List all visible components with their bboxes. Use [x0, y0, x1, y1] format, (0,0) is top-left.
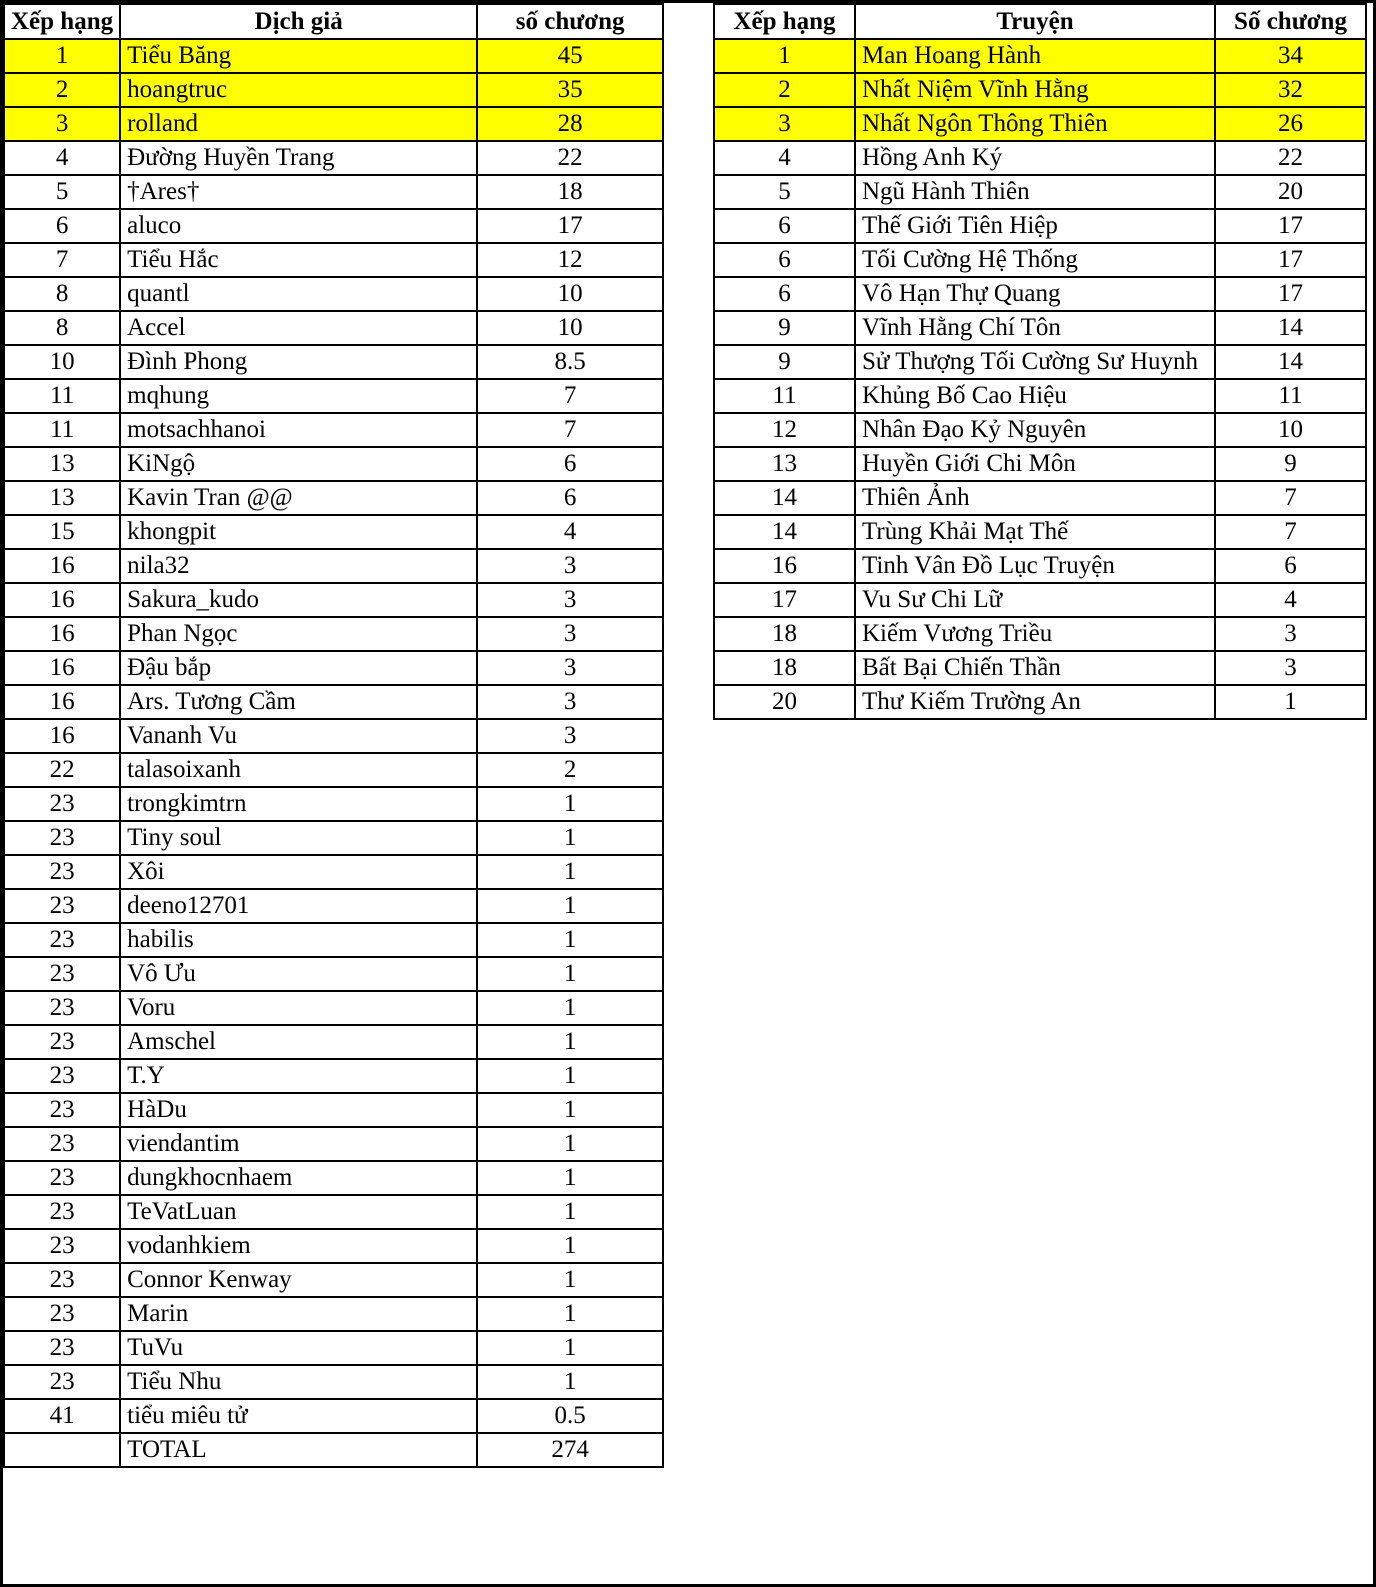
name-cell: Nhất Ngôn Thông Thiên: [855, 107, 1215, 141]
chapters-cell: 1: [477, 1059, 663, 1093]
name-cell: tiểu miêu tử: [120, 1399, 477, 1433]
rank-cell: 15: [4, 515, 120, 549]
name-cell: quantl: [120, 277, 477, 311]
name-cell: Phan Ngọc: [120, 617, 477, 651]
rank-cell: 16: [4, 651, 120, 685]
chapters-cell: 7: [1215, 481, 1366, 515]
rank-cell: 3: [714, 107, 855, 141]
rank-cell: 23: [4, 1263, 120, 1297]
name-cell: hoangtruc: [120, 73, 477, 107]
name-cell: khongpit: [120, 515, 477, 549]
chapters-cell: 22: [477, 141, 663, 175]
table-row: [714, 617, 1366, 651]
chapters-cell: 1: [477, 1025, 663, 1059]
chapters-cell: 1: [1215, 685, 1366, 719]
story-ranking-table: [713, 3, 1367, 720]
name-cell: Vananh Vu: [120, 719, 477, 753]
chapters-cell: 12: [477, 243, 663, 277]
header-story: Truyện: [855, 4, 1215, 39]
name-cell: Thế Giới Tiên Hiệp: [855, 209, 1215, 243]
rank-cell: 9: [714, 345, 855, 379]
table-row: [4, 107, 663, 141]
chapters-cell: 1: [477, 889, 663, 923]
name-cell: Tiểu Băng: [120, 39, 477, 73]
rank-cell: 16: [4, 583, 120, 617]
name-cell: Khủng Bố Cao Hiệu: [855, 379, 1215, 413]
name-cell: TuVu: [120, 1331, 477, 1365]
rank-cell: 14: [714, 481, 855, 515]
table-row: [4, 1331, 663, 1365]
table-row: [714, 209, 1366, 243]
table-row: [4, 651, 663, 685]
table-row: [714, 549, 1366, 583]
rank-cell: 6: [714, 243, 855, 277]
rank-cell: 13: [714, 447, 855, 481]
table-row: [4, 1263, 663, 1297]
name-cell: TeVatLuan: [120, 1195, 477, 1229]
rank-cell: 18: [714, 651, 855, 685]
table-row: [714, 413, 1366, 447]
chapters-cell: 3: [477, 583, 663, 617]
chapters-cell: 3: [1215, 651, 1366, 685]
name-cell: Vô Ưu: [120, 957, 477, 991]
table-row: [4, 413, 663, 447]
rank-cell: 12: [714, 413, 855, 447]
header-rank: Xếp hạng: [714, 4, 855, 39]
name-cell: dungkhocnhaem: [120, 1161, 477, 1195]
table-row: [4, 277, 663, 311]
header-rank: Xếp hạng: [4, 4, 120, 39]
rank-cell: 23: [4, 1331, 120, 1365]
table-row: [4, 1229, 663, 1263]
table-row: [714, 107, 1366, 141]
rank-cell: [4, 1433, 120, 1467]
chapters-cell: 274: [477, 1433, 663, 1467]
table-row: [4, 549, 663, 583]
table-row: [4, 1365, 663, 1399]
rank-cell: 16: [4, 685, 120, 719]
rank-cell: 41: [4, 1399, 120, 1433]
chapters-cell: 1: [477, 821, 663, 855]
table-row: [714, 447, 1366, 481]
table-row: [4, 1161, 663, 1195]
rank-cell: 2: [4, 73, 120, 107]
name-cell: Thiên Ảnh: [855, 481, 1215, 515]
rank-cell: 5: [4, 175, 120, 209]
rank-cell: 4: [4, 141, 120, 175]
table-row: [4, 379, 663, 413]
chapters-cell: 1: [477, 1161, 663, 1195]
rank-cell: 23: [4, 957, 120, 991]
chapters-cell: 1: [477, 1127, 663, 1161]
chapters-cell: 18: [477, 175, 663, 209]
name-cell: vodanhkiem: [120, 1229, 477, 1263]
rank-cell: 18: [714, 617, 855, 651]
chapters-cell: 20: [1215, 175, 1366, 209]
chapters-cell: 1: [477, 1093, 663, 1127]
rank-cell: 6: [4, 209, 120, 243]
header-chapters: Số chương: [1215, 4, 1366, 39]
table-row: [714, 481, 1366, 515]
name-cell: Sử Thượng Tối Cường Sư Huynh: [855, 345, 1215, 379]
rank-cell: 13: [4, 481, 120, 515]
rank-cell: 1: [714, 39, 855, 73]
rank-cell: 23: [4, 1161, 120, 1195]
chapters-cell: 1: [477, 1229, 663, 1263]
chapters-cell: 1: [477, 957, 663, 991]
chapters-cell: 1: [477, 1195, 663, 1229]
table-row: [714, 175, 1366, 209]
rank-cell: 5: [714, 175, 855, 209]
table-row: [714, 345, 1366, 379]
chapters-cell: 7: [1215, 515, 1366, 549]
rank-cell: 16: [4, 719, 120, 753]
name-cell: Đình Phong: [120, 345, 477, 379]
rank-cell: 3: [4, 107, 120, 141]
chapters-cell: 1: [477, 1331, 663, 1365]
table-row: [714, 515, 1366, 549]
name-cell: Tinh Vân Đồ Lục Truyện: [855, 549, 1215, 583]
chapters-cell: 10: [477, 311, 663, 345]
table-row: [714, 685, 1366, 719]
rank-cell: 23: [4, 889, 120, 923]
table-row: [4, 73, 663, 107]
table-row: [4, 1433, 663, 1467]
chapters-cell: 0.5: [477, 1399, 663, 1433]
chapters-cell: 1: [477, 991, 663, 1025]
chapters-cell: 3: [477, 685, 663, 719]
name-cell: Amschel: [120, 1025, 477, 1059]
name-cell: Voru: [120, 991, 477, 1025]
table-row: [4, 1059, 663, 1093]
rank-cell: 23: [4, 1025, 120, 1059]
rank-cell: 14: [714, 515, 855, 549]
table-row: [714, 651, 1366, 685]
chapters-cell: 6: [477, 481, 663, 515]
table-row: [714, 583, 1366, 617]
header-translator: Dịch giả: [120, 4, 477, 39]
rank-cell: 23: [4, 1297, 120, 1331]
name-cell: talasoixanh: [120, 753, 477, 787]
name-cell: Connor Kenway: [120, 1263, 477, 1297]
table-row: [4, 1025, 663, 1059]
chapters-cell: 35: [477, 73, 663, 107]
chapters-cell: 17: [1215, 209, 1366, 243]
rank-cell: 9: [714, 311, 855, 345]
table-row: [4, 1399, 663, 1433]
chapters-cell: 17: [477, 209, 663, 243]
rank-cell: 23: [4, 821, 120, 855]
rank-cell: 11: [4, 379, 120, 413]
chapters-cell: 8.5: [477, 345, 663, 379]
name-cell: motsachhanoi: [120, 413, 477, 447]
name-cell: Vu Sư Chi Lữ: [855, 583, 1215, 617]
rank-cell: 23: [4, 1093, 120, 1127]
chapters-cell: 22: [1215, 141, 1366, 175]
name-cell: Xôi: [120, 855, 477, 889]
chapters-cell: 1: [477, 787, 663, 821]
rank-cell: 16: [714, 549, 855, 583]
chapters-cell: 3: [477, 617, 663, 651]
name-cell: deeno12701: [120, 889, 477, 923]
table-row: [4, 821, 663, 855]
chapters-cell: 2: [477, 753, 663, 787]
name-cell: rolland: [120, 107, 477, 141]
table-row: [4, 175, 663, 209]
chapters-cell: 3: [1215, 617, 1366, 651]
chapters-cell: 6: [477, 447, 663, 481]
rank-cell: 10: [4, 345, 120, 379]
header-chapters: số chương: [477, 4, 663, 39]
name-cell: Hồng Anh Ký: [855, 141, 1215, 175]
table-row: [4, 855, 663, 889]
chapters-cell: 7: [477, 413, 663, 447]
chapters-cell: 9: [1215, 447, 1366, 481]
table-row: [4, 583, 663, 617]
rank-cell: 23: [4, 1365, 120, 1399]
table-row: [4, 481, 663, 515]
name-cell: Nhất Niệm Vĩnh Hằng: [855, 73, 1215, 107]
chapters-cell: 7: [477, 379, 663, 413]
rank-cell: 23: [4, 1229, 120, 1263]
name-cell: Tiểu Hắc: [120, 243, 477, 277]
table-row: [4, 209, 663, 243]
rank-cell: 8: [4, 311, 120, 345]
table-row: [4, 39, 663, 73]
name-cell: Ars. Tương Cầm: [120, 685, 477, 719]
name-cell: Thư Kiếm Trường An: [855, 685, 1215, 719]
chapters-cell: 1: [477, 923, 663, 957]
rank-cell: 6: [714, 209, 855, 243]
header-row: [4, 4, 663, 39]
table-row: [4, 1297, 663, 1331]
table-row: [714, 379, 1366, 413]
rank-cell: 16: [4, 617, 120, 651]
table-row: [4, 719, 663, 753]
table-row: [4, 243, 663, 277]
rank-cell: 23: [4, 991, 120, 1025]
name-cell: Kiếm Vương Triều: [855, 617, 1215, 651]
rank-cell: 20: [714, 685, 855, 719]
name-cell: Man Hoang Hành: [855, 39, 1215, 73]
chapters-cell: 3: [477, 719, 663, 753]
chapters-cell: 3: [477, 549, 663, 583]
chapters-cell: 3: [477, 651, 663, 685]
rank-cell: 17: [714, 583, 855, 617]
name-cell: Tối Cường Hệ Thống: [855, 243, 1215, 277]
rank-cell: 16: [4, 549, 120, 583]
table-row: [4, 685, 663, 719]
chapters-cell: 10: [1215, 413, 1366, 447]
rank-cell: 23: [4, 1195, 120, 1229]
name-cell: Marin: [120, 1297, 477, 1331]
chapters-cell: 14: [1215, 311, 1366, 345]
chapters-cell: 17: [1215, 277, 1366, 311]
chapters-cell: 1: [477, 1297, 663, 1331]
chapters-cell: 6: [1215, 549, 1366, 583]
chapters-cell: 4: [1215, 583, 1366, 617]
table-row: [4, 923, 663, 957]
chapters-cell: 1: [477, 1263, 663, 1297]
name-cell: viendantim: [120, 1127, 477, 1161]
name-cell: Huyền Giới Chi Môn: [855, 447, 1215, 481]
name-cell: Đường Huyền Trang: [120, 141, 477, 175]
chapters-cell: 4: [477, 515, 663, 549]
table-row: [4, 515, 663, 549]
header-row: [714, 4, 1366, 39]
rank-cell: 13: [4, 447, 120, 481]
name-cell: Trùng Khải Mạt Thế: [855, 515, 1215, 549]
table-row: [4, 1195, 663, 1229]
name-cell: Bất Bại Chiến Thần: [855, 651, 1215, 685]
table-row: [714, 141, 1366, 175]
rank-cell: 23: [4, 923, 120, 957]
table-row: [4, 311, 663, 345]
chapters-cell: 17: [1215, 243, 1366, 277]
rank-cell: 22: [4, 753, 120, 787]
table-row: [4, 1093, 663, 1127]
table-row: [714, 277, 1366, 311]
rank-cell: 23: [4, 1059, 120, 1093]
rank-cell: 23: [4, 1127, 120, 1161]
rank-cell: 8: [4, 277, 120, 311]
name-cell: Tiểu Nhu: [120, 1365, 477, 1399]
name-cell: Nhân Đạo Kỷ Nguyên: [855, 413, 1215, 447]
table-row: [4, 991, 663, 1025]
table-row: [4, 141, 663, 175]
chapters-cell: 28: [477, 107, 663, 141]
table-row: [4, 957, 663, 991]
translator-ranking-table: [3, 3, 664, 1468]
name-cell: habilis: [120, 923, 477, 957]
rank-cell: 11: [714, 379, 855, 413]
rank-cell: 2: [714, 73, 855, 107]
rank-cell: 1: [4, 39, 120, 73]
rank-cell: 23: [4, 787, 120, 821]
table-row: [4, 617, 663, 651]
chapters-cell: 26: [1215, 107, 1366, 141]
chapters-cell: 14: [1215, 345, 1366, 379]
table-row: [714, 73, 1366, 107]
name-cell: †Ares†: [120, 175, 477, 209]
name-cell: Kavin Tran @@: [120, 481, 477, 515]
table-row: [714, 311, 1366, 345]
rank-cell: 11: [4, 413, 120, 447]
name-cell: mqhung: [120, 379, 477, 413]
name-cell: Ngũ Hành Thiên: [855, 175, 1215, 209]
table-row: [714, 39, 1366, 73]
table-row: [4, 447, 663, 481]
name-cell: Đậu bắp: [120, 651, 477, 685]
name-cell: Vô Hạn Thự Quang: [855, 277, 1215, 311]
table-row: [4, 345, 663, 379]
name-cell: Tiny soul: [120, 821, 477, 855]
name-cell: T.Y: [120, 1059, 477, 1093]
chapters-cell: 45: [477, 39, 663, 73]
name-cell: Vĩnh Hằng Chí Tôn: [855, 311, 1215, 345]
rank-cell: 4: [714, 141, 855, 175]
chapters-cell: 11: [1215, 379, 1366, 413]
name-cell: Sakura_kudo: [120, 583, 477, 617]
chapters-cell: 1: [477, 855, 663, 889]
name-cell: Accel: [120, 311, 477, 345]
rank-cell: 23: [4, 855, 120, 889]
name-cell: nila32: [120, 549, 477, 583]
chapters-cell: 32: [1215, 73, 1366, 107]
name-cell: KiNgộ: [120, 447, 477, 481]
rank-cell: 6: [714, 277, 855, 311]
table-row: [4, 753, 663, 787]
name-cell: HàDu: [120, 1093, 477, 1127]
rank-cell: 7: [4, 243, 120, 277]
name-cell: TOTAL: [120, 1433, 477, 1467]
name-cell: trongkimtrn: [120, 787, 477, 821]
chapters-cell: 1: [477, 1365, 663, 1399]
table-row: [4, 889, 663, 923]
table-row: [714, 243, 1366, 277]
table-row: [4, 1127, 663, 1161]
table-row: [4, 787, 663, 821]
chapters-cell: 34: [1215, 39, 1366, 73]
name-cell: aluco: [120, 209, 477, 243]
chapters-cell: 10: [477, 277, 663, 311]
